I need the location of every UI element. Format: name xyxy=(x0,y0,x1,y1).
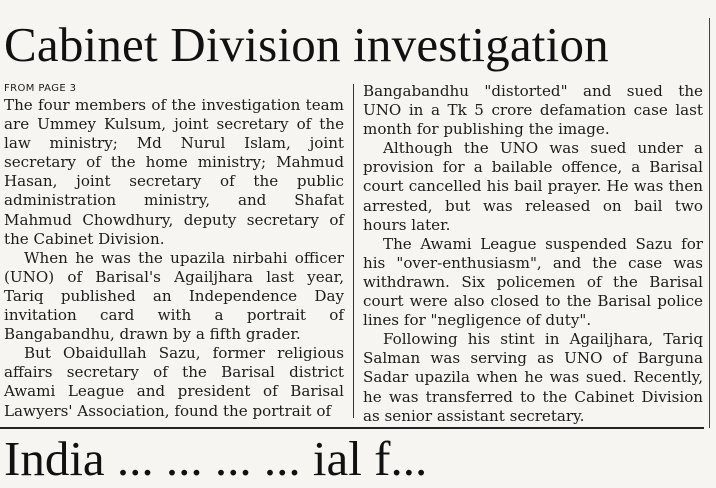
article-column-left xyxy=(4,82,344,421)
kicker: FROM PAGE 3 xyxy=(4,83,77,94)
paragraph: Although the UNO was sued under a provision for a bailable offence, a Barisal court cancelled his bail prayer. He was then arrested, but was released on bail two hours later. xyxy=(363,139,703,234)
next-headline-text: India ... ... ... ... ial f... xyxy=(4,431,428,486)
headline: Cabinet Division investigation xyxy=(4,17,609,72)
next-article-headline xyxy=(4,428,704,486)
paragraph: The Awami League suspended Sazu for his "over-enthusiasm", and the case was withdrawn. Six policemen of the Barisal court were also closed to the Barisal police lines for "negligence of duty". xyxy=(363,234,703,330)
paragraph: When he was the upazila nirbahi officer (UNO) of Barisal's Agailjhara last year, Tariq published an Independence Day invitation card with a portrait of Bangabandhu, drawn by a fifth grader. xyxy=(4,248,344,344)
paragraph: But Obaidullah Sazu, former religious affairs secretary of the Barisal district Awami League and president of Barisal Lawyers' Association, found the portrait of xyxy=(4,344,344,420)
paragraph: Bangabandhu "distorted" and sued the UNO in a Tk 5 crore defamation case last month for publishing the image. xyxy=(363,82,703,139)
paragraph: The four members of the investigation team are Ummey Kulsum, joint secretary of the law ministry; Md Nurul Islam, joint secretary of the home ministry; Mahmud Hasan, joint secretary of the public administration ministry, and Shafat Mahmud Chowdhury, deputy secretary of the Cabinet Division. xyxy=(4,96,344,248)
paragraph: Following his stint in Agailjhara, Tariq Salman was serving as UNO of Barguna Sadar upazila when he was sued. Recently, he was transferred to the Cabinet Division as senior assistant secretary. xyxy=(363,330,703,425)
page-edge-rule xyxy=(709,18,710,428)
column-divider xyxy=(353,84,354,418)
article-column-right xyxy=(363,82,703,426)
